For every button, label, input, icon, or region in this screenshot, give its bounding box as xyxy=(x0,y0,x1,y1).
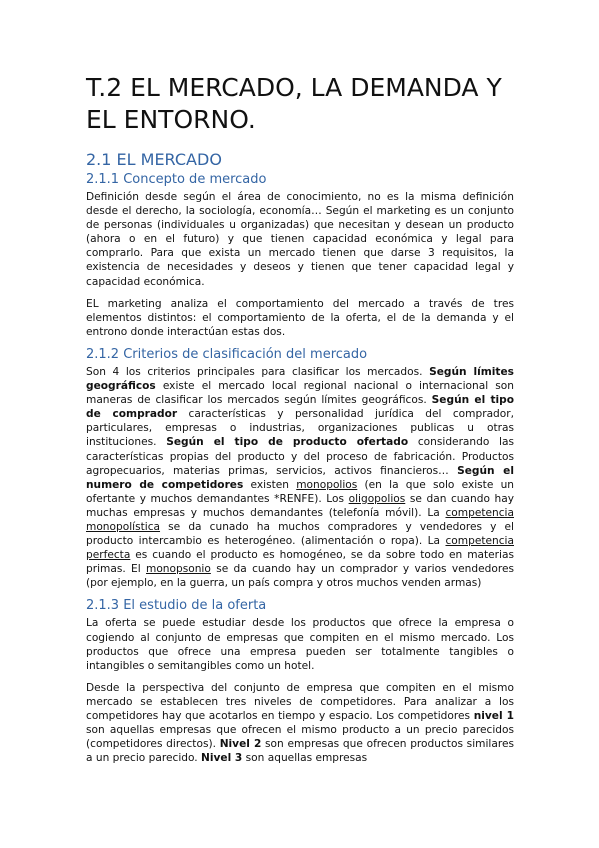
bold-term: Nivel 3 xyxy=(201,752,243,765)
subsection-heading-2-1-3: 2.1.3 El estudio de la oferta xyxy=(86,598,267,614)
bold-term: Según el tipo de comprador xyxy=(86,394,514,421)
underlined-term: competencia perfecta xyxy=(86,535,514,562)
paragraph-concepto-2: EL marketing analiza el comportamiento del mercado a través de tres elementos distintos: el comportamiento de la oferta, el de la demanda y el entrono donde interactúan estas dos. xyxy=(86,297,514,338)
section-heading-2-1: 2.1 EL MERCADO xyxy=(86,150,222,169)
text-run: (en la que solo existe un ofertante y muchos demandantes *RENFE). Los xyxy=(86,478,514,505)
bold-term: nivel 1 xyxy=(473,710,514,722)
bold-term: Según el numero de competidores xyxy=(86,464,514,491)
text-run: Son 4 los criterios principales para clasificar los mercados. xyxy=(86,365,430,378)
underlined-term: competencia monopolística xyxy=(86,506,514,533)
underlined-term: oligopolios xyxy=(348,492,406,505)
subsection-heading-2-1-2: 2.1.2 Criterios de clasificación del mercado xyxy=(86,346,368,362)
page-title: T.2 EL MERCADO, LA DEMANDA Y EL ENTORNO. xyxy=(86,73,502,134)
paragraph-oferta-2 xyxy=(86,681,514,766)
underlined-term: monopsonio xyxy=(146,563,211,576)
text-run: considerando las características propias del producto y del proceso de fabricación. Productos agropecuarios, materias primas, servicios, activos financieros… xyxy=(86,436,514,477)
text-run: es cuando el producto es homogéneo, se da sobre todo en materias primas. El xyxy=(86,549,514,576)
bold-term: Según límites geográficos xyxy=(86,365,514,393)
text-run: se da cunado ha muchos compradores y vendedores y el producto intercambio es heterogéneo. (alimentación o ropa). La xyxy=(86,520,514,548)
underlined-term: monopolios xyxy=(296,478,358,491)
paragraph-concepto-1: Definición desde según el área de conocimiento, no es la misma definición desde el derecho, la sociología, economía… Según el marketing es un conjunto de personas (individuales u organizadas) que necesitan y desean un producto (ahora o en el futuro) y que tienen capacidad económica y legal para comprarlo. Para que exista un mercado tienen que darse 3 requisitos, la existencia de necesidades y deseos y tienen que tener capacidad legal y capacidad económica. xyxy=(86,191,514,288)
text-run: existe el mercado local regional nacional o internacional son maneras de clasificar los mercados según límites geográficos. xyxy=(86,380,514,407)
text-run: se dan cuando hay muchas empresas y muchos demandantes (telefonía móvil). La xyxy=(86,492,514,519)
text-run: características y personalidad jurídica del comprador, particulares, empresas o industrias, organizaciones publicas u otras instituciones. xyxy=(86,408,514,449)
subsection-heading-2-1-1: 2.1.1 Concepto de mercado xyxy=(86,172,267,187)
text-run: se da cuando hay un comprador y varios vendedores (por ejemplo, en la guerra, un país compra y otros muchos venden armas) xyxy=(86,563,515,590)
text-run: son empresas que ofrecen productos similares a un precio parecido. xyxy=(86,738,514,765)
document-page xyxy=(86,72,514,773)
paragraph-oferta-1: La oferta se puede estudiar desde los productos que ofrece la empresa o cogiendo al conjunto de empresas que compiten en el mismo mercado. Los productos que ofrece una empresa pueden ser totalmente tangibles o intangibles o semitangibles como un hotel. xyxy=(86,617,514,672)
bold-term: Según el tipo de producto ofertado xyxy=(166,436,409,449)
text-run: son aquellas empresas que ofrecen el mismo producto a un precio parecidos (competidores directos). xyxy=(86,724,514,751)
text-run: existen xyxy=(243,478,297,491)
text-run: Desde la perspectiva del conjunto de empresa que compiten en el mismo mercado se establecen tres niveles de competidores. Para analizar a los competidores hay que acotarlos en tiempo y espacio. Los competidores xyxy=(86,681,514,722)
bold-term: Nivel 2 xyxy=(219,738,262,751)
text-run: son aquellas empresas xyxy=(242,752,368,765)
paragraph-criterios xyxy=(86,365,514,591)
